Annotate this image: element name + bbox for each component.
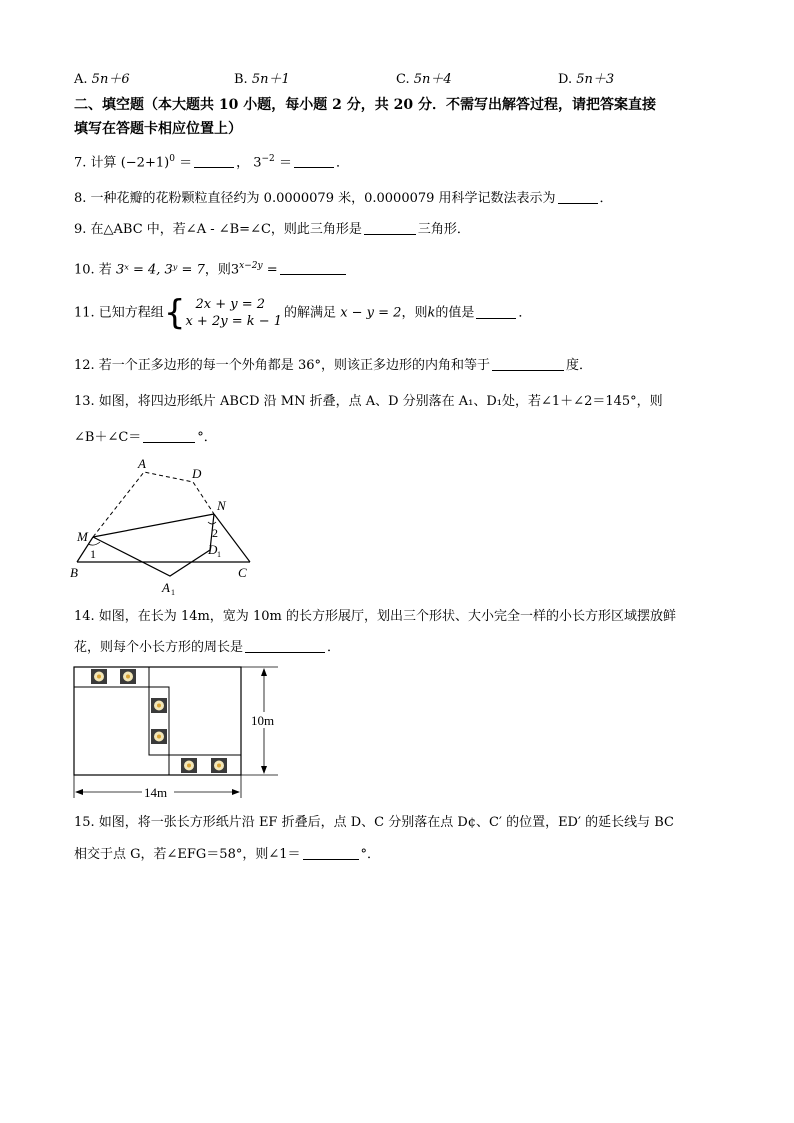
option-c: C. 5n＋4 [396,72,452,87]
answer-blank-14[interactable] [245,640,325,653]
small-rect-middle [149,687,169,755]
label-angle-1: 1 [90,547,96,561]
small-rect-top [74,667,149,687]
segment-mn [93,514,214,537]
question-11: 11. 已知方程组{ 2x + y = 2 x + 2y = k − 1 的解满足 x − y = 2，则k的值是 ． [74,293,532,333]
section-heading-line1: 二、填空题（本大题共 10 小题，每小题 2 分，共 20 分．不需写出解答过程，请把答案直接 [74,97,656,113]
answer-blank-11[interactable] [476,306,516,319]
dashed-folded-edge [93,472,214,537]
answer-blank-10[interactable] [280,262,346,275]
question-8: 8. 一种花瓣的花粉颗粒直径约为 0.0000079 米，0.0000079 用科学记数法表示为 ． [74,191,613,206]
height-label: 10m [251,713,275,728]
figure-quadrilateral-fold [60,452,270,600]
question-10: 10. 若 3ˣ = 4, 3ʸ = 7，则$3^{x-2y}$ = [74,258,348,278]
answer-blank-7a[interactable] [194,155,234,168]
label-c: C [238,565,247,580]
answer-blank-7b[interactable] [294,155,334,168]
option-d: D. 5n＋3 [558,72,615,87]
folded-part [93,514,214,576]
label-b: B [70,565,78,580]
label-a1-sub: 1 [171,588,175,597]
label-angle-2: 2 [212,526,218,540]
label-a: A [138,456,146,471]
question-15-line2: 相交于点 G，若∠EFG＝58°，则∠1＝ °． [74,847,381,862]
section-heading-line2: 填写在答题卡相应位置上） [74,121,242,137]
question-7: 7. 计算 $(-2+1)^0$ ＝ ， $3^{-2}$ ＝ ． [74,154,349,171]
system-brace: { [163,293,186,333]
flower-icon [211,758,227,773]
option-b: B. 5n＋1 [234,72,290,87]
label-m: M [77,529,88,544]
question-9: 9. 在△ABC 中，若∠A - ∠B=∠C，则此三角形是 三角形． [74,222,470,237]
flower-icon [120,669,136,684]
option-a: A. 5n＋6 [74,72,130,87]
label-a1: A [162,580,170,595]
figure-exhibition-hall [68,662,288,802]
answer-blank-13[interactable] [143,430,195,443]
angle-2-arc [208,522,216,524]
label-d1: D [208,542,218,557]
label-n: N [217,498,226,513]
flower-icon [151,729,167,744]
flower-icon [151,698,167,713]
label-d: D [192,466,202,481]
question-13-line2: ∠B＋∠C＝ °． [74,430,217,445]
label-d1-sub: 1 [217,550,221,559]
flower-icon [181,758,197,773]
question-13-line1: 13. 如图，将四边形纸片 ABCD 沿 MN 折叠，点 A、D 分别落在 A₁、D₁处，若∠1＋∠2＝145°，则 [74,394,663,409]
question-14-line2: 花，则每个小长方形的周长是 ． [74,640,341,655]
width-label: 14m [144,785,168,800]
answer-blank-15[interactable] [303,847,359,860]
answer-blank-9[interactable] [364,222,416,235]
equation-system: 2x + y = 2 x + 2y = k − 1 [185,297,283,329]
small-rect-bottom [169,755,241,775]
question-15-line1: 15. 如图，将一张长方形纸片沿 EF 折叠后，点 D、C 分别落在点 D¢、C′ 的位置，ED′ 的延长线与 BC [74,815,674,830]
question-12: 12. 若一个正多边形的每一个外角都是 36°，则该正多边形的内角和等于 度． [74,358,592,373]
answer-blank-12[interactable] [492,358,564,371]
flower-icon [91,669,107,684]
question-14-line1: 14. 如图，在长为 14m，宽为 10m 的长方形展厅，划出三个形状、大小完全一样的小长方形区域摆放鲜 [74,609,676,624]
answer-blank-8[interactable] [558,191,598,204]
